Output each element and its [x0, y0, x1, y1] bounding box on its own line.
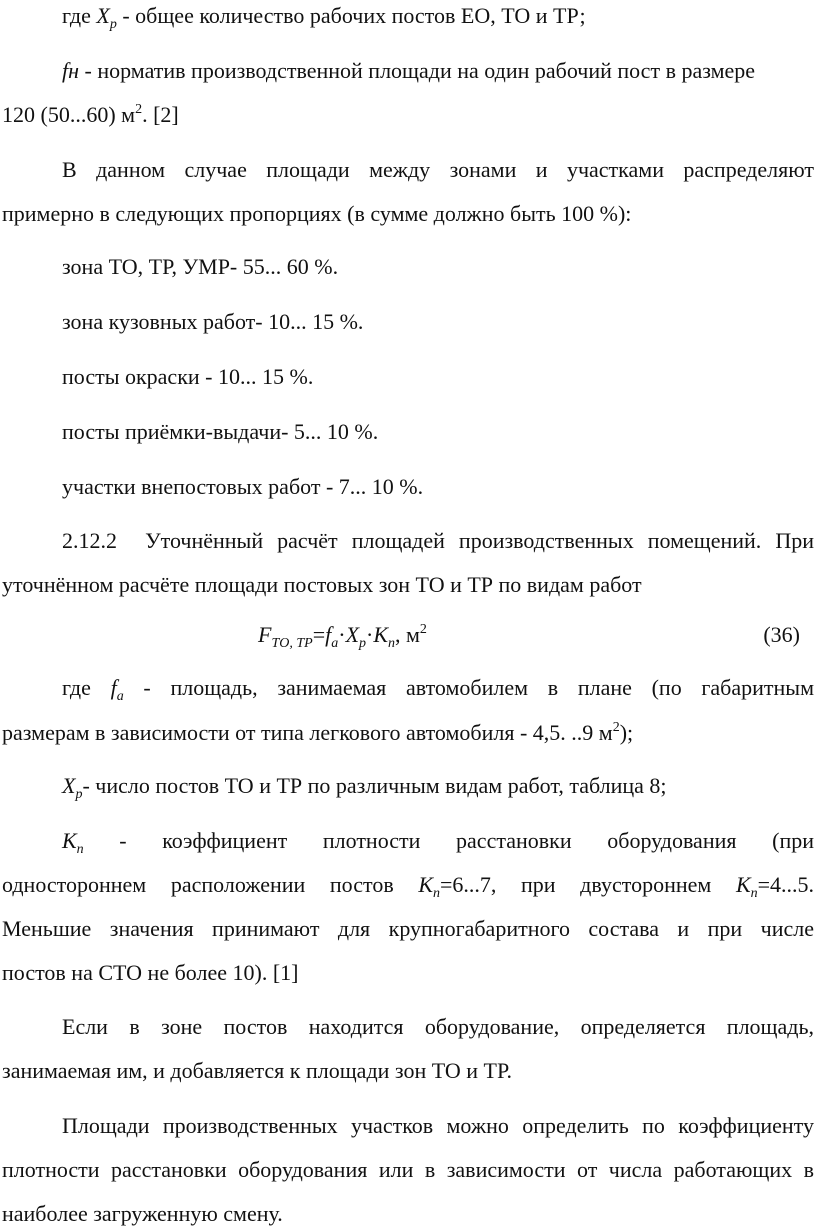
- text: =6...7, при двустороннем: [439, 872, 736, 897]
- paragraph-kn-line3: Меньшие значения принимают для крупногабаритного состава и при числе: [2, 916, 814, 941]
- subscript: p: [359, 636, 367, 651]
- section-heading-2-12-2: 2.12.2 Уточнённый расчёт площадей производственных помещений. При: [62, 528, 814, 553]
- subscript: n: [76, 842, 84, 857]
- formula-f: f: [325, 622, 332, 647]
- superscript: 2: [135, 102, 143, 117]
- paragraph-equipment-line2: занимаемая им, и добавляется к площади зон ТО и ТР.: [2, 1058, 512, 1083]
- subscript: n: [387, 636, 395, 651]
- text: ·: [338, 622, 346, 647]
- variable: К: [62, 828, 77, 853]
- paragraph-production-areas-line3: наиболее загруженную смену.: [2, 1201, 283, 1226]
- text: =: [312, 622, 326, 647]
- text: );: [619, 720, 634, 745]
- formula-K: К: [373, 622, 388, 647]
- variable: К: [418, 872, 433, 897]
- paragraph-fn-definition: [62, 57, 816, 85]
- list-item: участки внепостовых работ - 7... 10 %.: [62, 474, 424, 499]
- formula-36: [258, 621, 658, 649]
- variable: fн: [62, 58, 80, 83]
- text: - норматив производственной площади на один рабочий пост в размере: [79, 58, 756, 83]
- subscript: ТО, ТР: [271, 636, 313, 651]
- subscript: n: [750, 886, 758, 901]
- text: где: [62, 675, 111, 700]
- subscript: a: [331, 636, 339, 651]
- list-item: зона кузовных работ- 10... 15 %.: [62, 309, 364, 334]
- text: - общее количество рабочих постов ЕО, ТО и ТР;: [116, 3, 586, 28]
- text: где: [62, 3, 97, 28]
- section-heading-line2: уточнённом расчёте площади постовых зон ТО и ТР по видам работ: [2, 572, 642, 597]
- variable: f: [110, 675, 117, 700]
- paragraph-xp-count: [62, 772, 816, 800]
- paragraph-fa-definition-line2: [2, 719, 816, 747]
- paragraph-production-areas-line2: плотности расстановки оборудования или в зависимости от числа работающих в: [2, 1157, 814, 1182]
- paragraph-kn-line4: постов на СТО не более 10). [1]: [2, 960, 299, 985]
- text: 120 (50...60) м: [2, 102, 136, 127]
- text: размерам в зависимости от типа легкового автомобиля - 4,5. ..9 м: [2, 720, 613, 745]
- paragraph-fa-definition: [62, 674, 814, 702]
- paragraph-kn-line2: [2, 871, 814, 899]
- subscript: p: [109, 17, 117, 32]
- text: , м: [394, 622, 420, 647]
- subscript: a: [116, 689, 124, 704]
- text: - коэффициент плотности расстановки оборудования (при: [83, 828, 814, 853]
- text: одностороннем расположении постов: [2, 872, 419, 897]
- paragraph-xp-definition: [62, 2, 802, 30]
- text: . [2]: [142, 102, 179, 127]
- text: - площадь, занимаемая автомобилем в плане (по габаритным: [123, 675, 814, 700]
- subscript: n: [432, 886, 440, 901]
- paragraph-production-areas: Площади производственных участков можно определить по коэффициенту: [62, 1113, 814, 1138]
- list-item: зона ТО, ТР, УМР- 55... 60 %.: [62, 254, 339, 279]
- text: =4...5.: [757, 872, 814, 897]
- formula-X: X: [345, 622, 360, 647]
- paragraph-fn-definition-line2: [2, 101, 816, 129]
- variable: X: [62, 773, 76, 798]
- paragraph-distribution: В данном случае площади между зонами и участками распределяют: [62, 157, 814, 182]
- paragraph-kn-definition: [62, 827, 814, 855]
- list-item: посты окраски - 10... 15 %.: [62, 364, 314, 389]
- text: - число постов ТО и ТР по различным видам работ, таблица 8;: [82, 773, 667, 798]
- formula-F: F: [258, 622, 272, 647]
- variable: К: [735, 872, 751, 897]
- list-item: посты приёмки-выдачи- 5... 10 %.: [62, 419, 379, 444]
- subscript: p: [75, 787, 83, 802]
- text: ·: [366, 622, 374, 647]
- equation-number: (36): [763, 622, 800, 647]
- paragraph-distribution-line2: примерно в следующих пропорциях (в сумме должно быть 100 %):: [2, 201, 632, 226]
- variable: X: [96, 3, 110, 28]
- superscript: 2: [612, 720, 620, 735]
- paragraph-equipment: Если в зоне постов находится оборудование, определяется площадь,: [62, 1014, 814, 1039]
- superscript: 2: [419, 622, 427, 637]
